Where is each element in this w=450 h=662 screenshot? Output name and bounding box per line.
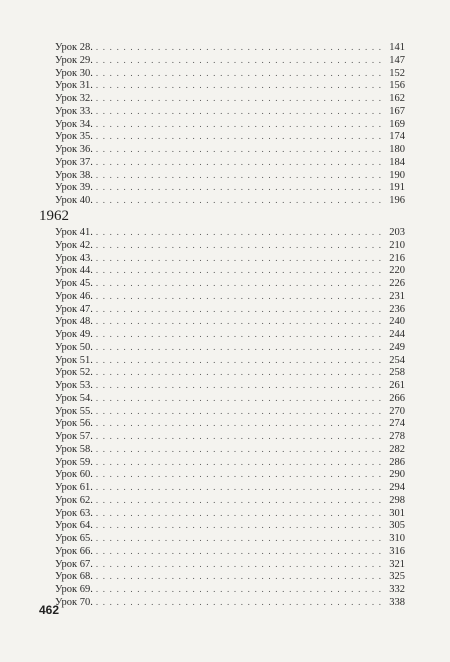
toc-entry-title: Урок 49.	[55, 329, 93, 340]
toc-entry-page: 261	[389, 380, 405, 391]
toc-entry-title: Урок 57.	[55, 431, 93, 442]
toc-entry-page: 282	[389, 443, 405, 455]
toc-entry	[55, 392, 405, 405]
toc-entry	[55, 181, 405, 194]
toc-entry-page: 169	[389, 118, 405, 130]
dot-leader	[96, 392, 382, 405]
toc-entry	[55, 328, 405, 341]
dot-leader	[96, 468, 382, 481]
toc-entry	[55, 430, 405, 443]
toc-entry-title: Урок 44.	[55, 265, 93, 277]
dot-leader	[96, 143, 382, 156]
toc-entry	[55, 143, 405, 156]
toc-entry-title: Урок 51.	[55, 354, 93, 366]
toc-entry-title: Урок 36.	[55, 144, 93, 155]
toc-entry-page: 196	[389, 195, 405, 206]
toc-entry	[55, 545, 405, 558]
dot-leader	[96, 366, 382, 379]
dot-leader	[96, 558, 382, 571]
dot-leader	[96, 239, 382, 252]
toc-entry-title: Урок 53.	[55, 380, 93, 391]
toc-entry-title: Урок 69.	[55, 584, 93, 595]
toc-entry-page: 338	[389, 596, 405, 608]
toc-entry-title: Урок 40.	[55, 195, 93, 206]
toc-entry-page: 152	[389, 67, 405, 79]
toc-entry	[55, 481, 405, 494]
toc-entry-title: Урок 62.	[55, 494, 93, 506]
toc-entry	[55, 194, 405, 207]
toc-entry-title: Урок 29.	[55, 54, 93, 66]
dot-leader	[96, 456, 382, 469]
dot-leader	[96, 79, 382, 92]
toc-entry-title: Урок 48.	[55, 316, 93, 328]
toc-entry	[55, 315, 405, 328]
toc-entry-page: 162	[389, 93, 405, 104]
toc-entry-page: 325	[389, 571, 405, 583]
toc-entry-title: Урок 45.	[55, 278, 93, 289]
toc-entry	[55, 494, 405, 507]
toc-entry	[55, 41, 405, 54]
dot-leader	[96, 430, 382, 443]
page-number: 462	[39, 603, 60, 617]
toc-entry-title: Урок 68.	[55, 571, 93, 583]
toc-entry-page: 298	[389, 494, 405, 506]
toc-entry	[55, 264, 405, 277]
toc-entry-page: 231	[389, 290, 405, 302]
toc-entry-page: 174	[389, 131, 405, 143]
toc-entry-page: 216	[389, 252, 405, 264]
toc-entry-page: 305	[389, 520, 405, 532]
toc-entry-title: Урок 61.	[55, 482, 93, 493]
dot-leader	[96, 519, 382, 532]
toc-entry-page: 167	[389, 105, 405, 117]
toc-entry	[55, 354, 405, 367]
toc-entry-title: Урок 70.	[55, 596, 93, 608]
dot-leader	[96, 252, 382, 265]
toc-entry-page: 249	[389, 341, 405, 353]
toc-entry-page: 220	[389, 265, 405, 277]
dot-leader	[96, 264, 382, 277]
dot-leader	[96, 130, 382, 143]
toc-list-1962	[55, 226, 405, 609]
toc-entry-title: Урок 59.	[55, 456, 93, 468]
toc-entry	[55, 118, 405, 131]
toc-entry	[55, 105, 405, 118]
dot-leader	[96, 328, 382, 341]
toc-entry-page: 258	[389, 367, 405, 379]
dot-leader	[96, 277, 382, 290]
toc-entry-title: Урок 50.	[55, 341, 93, 353]
dot-leader	[96, 354, 382, 367]
toc-entry	[55, 417, 405, 430]
toc-entry-title: Урок 43.	[55, 252, 93, 264]
dot-leader	[96, 315, 382, 328]
section-year-heading: 1962	[39, 208, 69, 224]
toc-entry	[55, 443, 405, 456]
toc-entry	[55, 130, 405, 143]
toc-entry-page: 294	[389, 482, 405, 493]
toc-entry-page: 286	[389, 456, 405, 468]
toc-entry	[55, 67, 405, 80]
toc-entry-page: 254	[389, 354, 405, 366]
toc-entry	[55, 507, 405, 520]
dot-leader	[96, 54, 382, 67]
toc-entry-title: Урок 66.	[55, 545, 93, 557]
toc-entry-title: Урок 34.	[55, 118, 93, 130]
dot-leader	[96, 118, 382, 131]
dot-leader	[96, 379, 382, 392]
toc-entry-title: Урок 52.	[55, 367, 93, 379]
dot-leader	[96, 507, 382, 520]
dot-leader	[96, 181, 382, 194]
toc-entry-page: 226	[389, 278, 405, 289]
toc-entry-title: Урок 39.	[55, 182, 93, 194]
toc-entry-page: 310	[389, 533, 405, 544]
toc-entry	[55, 239, 405, 252]
toc-entry-title: Урок 60.	[55, 469, 93, 481]
dot-leader	[96, 570, 382, 583]
toc-entry-title: Урок 67.	[55, 558, 93, 570]
toc-entry-page: 290	[389, 469, 405, 481]
toc-entry	[55, 303, 405, 316]
toc-entry-title: Урок 58.	[55, 443, 93, 455]
dot-leader	[96, 583, 382, 596]
toc-entry	[55, 156, 405, 169]
dot-leader	[96, 494, 382, 507]
toc-entry-page: 210	[389, 239, 405, 251]
toc-entry-page: 332	[389, 584, 405, 595]
dot-leader	[96, 169, 382, 182]
toc-entry-page: 191	[389, 182, 405, 194]
toc-entry	[55, 54, 405, 67]
toc-entry-page: 244	[389, 329, 405, 340]
toc-entry-title: Урок 33.	[55, 105, 93, 117]
toc-entry	[55, 79, 405, 92]
toc-entry	[55, 252, 405, 265]
toc-entry-title: Урок 35.	[55, 131, 93, 143]
toc-entry	[55, 277, 405, 290]
toc-entry	[55, 519, 405, 532]
toc-entry-title: Урок 54.	[55, 392, 93, 404]
toc-entry	[55, 570, 405, 583]
toc-entry	[55, 226, 405, 239]
toc-entry-title: Урок 32.	[55, 93, 93, 104]
toc-entry-page: 266	[389, 392, 405, 404]
toc-list-1961	[55, 41, 405, 207]
toc-entry	[55, 456, 405, 469]
dot-leader	[96, 105, 382, 118]
toc-entry-title: Урок 64.	[55, 520, 93, 532]
toc-entry-page: 147	[389, 54, 405, 66]
toc-entry-page: 190	[389, 169, 405, 181]
toc-entry	[55, 405, 405, 418]
dot-leader	[96, 41, 382, 54]
toc-entry-title: Урок 30.	[55, 67, 93, 79]
toc-entry-page: 236	[389, 303, 405, 315]
dot-leader	[96, 545, 382, 558]
toc-entry-title: Урок 41.	[55, 227, 93, 238]
dot-leader	[96, 290, 382, 303]
toc-entry	[55, 92, 405, 105]
toc-entry-page: 270	[389, 405, 405, 417]
toc-entry-page: 240	[389, 316, 405, 328]
toc-entry	[55, 379, 405, 392]
toc-entry-page: 301	[389, 507, 405, 519]
toc-entry-page: 184	[389, 156, 405, 168]
toc-entry-page: 278	[389, 431, 405, 442]
dot-leader	[96, 226, 382, 239]
dot-leader	[96, 532, 382, 545]
toc-entry-title: Урок 38.	[55, 169, 93, 181]
toc-entry-title: Урок 46.	[55, 290, 93, 302]
dot-leader	[96, 92, 382, 105]
dot-leader	[96, 156, 382, 169]
dot-leader	[96, 194, 382, 207]
dot-leader	[96, 303, 382, 316]
toc-entry-page: 274	[389, 418, 405, 430]
toc-entry-title: Урок 42.	[55, 239, 93, 251]
toc-entry-title: Урок 63.	[55, 507, 93, 519]
dot-leader	[96, 67, 382, 80]
dot-leader	[96, 405, 382, 418]
toc-entry-page: 316	[389, 545, 405, 557]
toc-entry-title: Урок 47.	[55, 303, 93, 315]
toc-entry	[55, 532, 405, 545]
dot-leader	[96, 481, 382, 494]
toc-entry	[55, 290, 405, 303]
toc-entry-title: Урок 65.	[55, 533, 93, 544]
toc-entry-title: Урок 37.	[55, 156, 93, 168]
toc-entry-page: 180	[389, 144, 405, 155]
toc-entry	[55, 169, 405, 182]
dot-leader	[96, 341, 382, 354]
toc-entry-title: Урок 55.	[55, 405, 93, 417]
toc-entry	[55, 583, 405, 596]
toc-entry-page: 203	[389, 227, 405, 238]
dot-leader	[96, 596, 382, 609]
toc-entry-title: Урок 28.	[55, 42, 93, 53]
toc-entry	[55, 366, 405, 379]
toc-entry-page: 321	[389, 558, 405, 570]
toc-entry	[55, 468, 405, 481]
toc-entry-page: 156	[389, 80, 405, 92]
toc-entry	[55, 558, 405, 571]
toc-entry	[55, 341, 405, 354]
toc-entry-title: Урок 31.	[55, 80, 93, 92]
toc-entry-page: 141	[389, 42, 405, 53]
toc-entry-title: Урок 56.	[55, 418, 93, 430]
dot-leader	[96, 417, 382, 430]
dot-leader	[96, 443, 382, 456]
toc-entry	[55, 596, 405, 609]
